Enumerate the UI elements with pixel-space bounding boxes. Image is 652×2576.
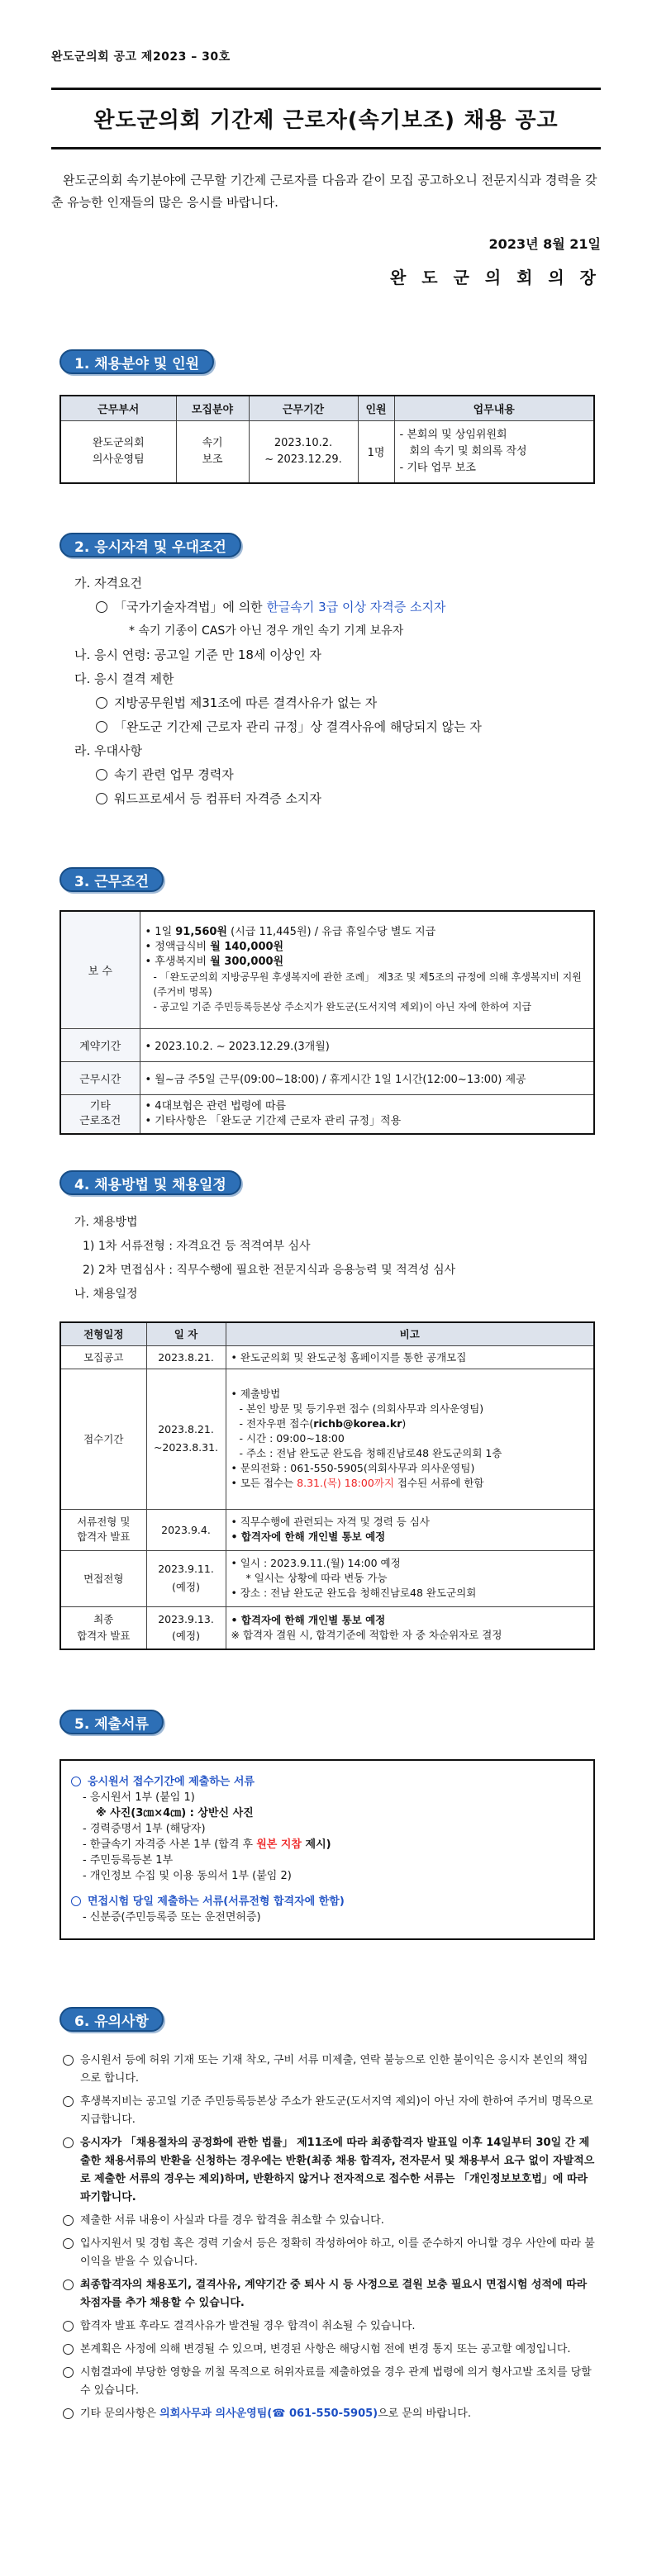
section-title: 4. 채용방법 및 채용일정 (59, 1170, 241, 1195)
circle-bullet-icon (63, 2279, 74, 2290)
table-row (60, 1606, 594, 1649)
list-heading: 나. 응시 연령: 공고일 기준 만 18세 이상인 자 (74, 648, 321, 662)
notice-item (63, 2134, 597, 2207)
list-item (74, 763, 603, 787)
pay-amount: 91,560원 (175, 926, 227, 939)
date-text: (예정) (172, 1629, 200, 1642)
cell-text: ~ 2023.12.29. (264, 453, 342, 466)
note-text: - 본인 방문 및 등기우편 접수 (의회사무과 의사운영팀) (239, 1402, 484, 1415)
notice-list (63, 2052, 597, 2428)
doc-item (71, 1837, 585, 1853)
notice-item (63, 2317, 597, 2336)
contact-text: 의회사무과 의사운영팀(☎ 061-550-5905) (159, 2408, 378, 2420)
date-cell: 2023.8.21. (146, 1345, 226, 1369)
stage-text: 서류전형 및 (77, 1516, 131, 1528)
row-label (60, 1094, 140, 1134)
stage-cell: 모집공고 (60, 1345, 146, 1369)
label-text: 기타 (89, 1099, 111, 1112)
note-text: • 직무수행에 관련되는 자격 및 경력 등 심사 (231, 1516, 430, 1528)
label-text: 근로조건 (79, 1114, 121, 1127)
section-title: 3. 근무조건 (59, 867, 164, 892)
section-3-header (59, 867, 164, 892)
note-cell (226, 1509, 594, 1550)
doc-item: - 응시원서 1부 (붙임 1) (83, 1791, 195, 1804)
list-item (74, 691, 603, 715)
list-item (74, 595, 603, 619)
doc-item: ※ 사진(3㎝×4㎝) : 상반신 사진 (96, 1807, 254, 1819)
note-text: 접수된 서류에 한함 (393, 1477, 484, 1489)
list-item: 2) 2차 면접심사 : 직무수행에 필요한 전문지식과 응용능력 및 적격성 심사 (83, 1264, 456, 1277)
notice-item (63, 2341, 597, 2359)
circle-bullet-icon (96, 721, 107, 733)
section-title: 5. 제출서류 (59, 1710, 164, 1734)
recruitment-table (59, 395, 595, 484)
list-item: 1) 1차 서류전형 : 자격요건 등 적격여부 심사 (83, 1240, 311, 1253)
pay-text: • 후생복지비 (145, 956, 211, 969)
section-5-header (59, 1710, 164, 1734)
pay-line (145, 940, 589, 955)
list-heading: 가. 자격요건 (74, 576, 142, 591)
date-text: (예정) (172, 1581, 200, 1593)
circle-bullet-icon (96, 769, 107, 780)
table-header: 전형일정 (60, 1322, 146, 1345)
section-1-header (59, 349, 214, 374)
pay-text: (시급 11,445원) / 유급 휴일수당 별도 지급 (227, 926, 436, 939)
doc-number: 완도군의회 공고 제2023 – 30호 (51, 50, 231, 64)
list-note: * 속기 기종이 CAS가 아닌 경우 개인 속기 기계 보유자 (129, 624, 404, 638)
table-cell (394, 420, 594, 483)
stage-cell (60, 1606, 146, 1649)
cell-text: 완도군의회 (92, 436, 145, 449)
section-2-header (59, 533, 241, 557)
documents-box (59, 1759, 595, 1940)
note-text: • 합격자에 한해 개인별 통보 예정 (231, 1530, 386, 1543)
doc-group-heading (71, 1774, 585, 1790)
notice-item (63, 2093, 597, 2129)
pay-note: - 「완도군의회 지방공무원 후생복지에 관한 조례」 제3조 및 제5조의 규정에 의해 후생복지비 지원(주거비 명목) (153, 971, 582, 999)
circle-bullet-icon (71, 1896, 81, 1906)
notice-item (63, 2276, 597, 2313)
stage-text: 합격자 발표 (77, 1629, 131, 1642)
cell-text: 회의 속기 및 회의록 작성 (409, 444, 527, 458)
notice-text: 시험결과에 부당한 영향을 끼칠 목적으로 허위자료를 제출하였을 경우 관계 법령에 의거 형사고발 조치를 당할 수 있습니다. (80, 2366, 592, 2397)
table-cell: • 월~금 주5일 근무(09:00~18:00) / 휴게시간 1일 1시간(12:00~13:00) 제공 (140, 1061, 594, 1094)
circle-bullet-icon (63, 2055, 74, 2066)
list-heading: 가. 채용방법 (74, 1216, 138, 1229)
pay-note: - 공고일 기준 주민등록등본상 주소지가 완도군(도서지역 제외)이 아닌 자에 한하여 지급 (153, 1001, 532, 1013)
stage-cell: 접수기간 (60, 1369, 146, 1509)
note-text (231, 1416, 589, 1431)
row-label: 근무시간 (60, 1061, 140, 1094)
notice-text: 응시자가 「채용절차의 공정화에 관한 법률」 제11조에 따라 최종합격자 발표일 이후 14일부터 30일 간 제출한 채용서류의 반환을 신청하는 경우에는 반환(최종 채용 합격자, 전자문서 및 채용부서 요구 없이 자발적으로 제출한 서류의 경우는 제외)하며, 반환하지 않거나 전자적으로 접수한 서류는 「개인정보보호법」에 따라 파기합니다. (80, 2137, 595, 2204)
notice-item (63, 2405, 597, 2423)
table-row (60, 1061, 594, 1094)
table-row (60, 1509, 594, 1550)
group-text: 응시원서 접수기간에 제출하는 서류 (88, 1776, 255, 1788)
schedule-table (59, 1321, 595, 1650)
cell-text: 의사운영팀 (92, 453, 145, 466)
table-row (60, 1550, 594, 1606)
intro-text: 완도군의회 속기분야에 근무할 기간제 근로자를 다음과 같이 모집 공고하오니 전문지식과 경력을 갖춘 유능한 인재들의 많은 응시를 바랍니다. (51, 173, 597, 210)
list-item (74, 715, 603, 739)
section-title: 6. 유의사항 (59, 2007, 164, 2032)
stage-cell (60, 1509, 146, 1550)
cell-text: - 기타 업무 보조 (399, 461, 476, 474)
table-cell (60, 420, 176, 483)
notice-text: 으로 문의 바랍니다. (378, 2408, 471, 2420)
notice-text: 기타 문의사항은 (80, 2408, 160, 2420)
highlight-text: 한글속기 3급 이상 자격증 소지자 (266, 600, 446, 614)
circle-bullet-icon (63, 2215, 74, 2226)
pay-text: • 정액급식비 (145, 941, 211, 954)
note-text: • 일시 : 2023.9.11.(월) 14:00 예정 (231, 1557, 401, 1569)
table-header: 근무부서 (60, 396, 176, 420)
doc-text: 제시) (301, 1838, 331, 1851)
table-cell (140, 1094, 594, 1134)
cell-text: • 기타사항은 「완도군 기간제 근로자 관리 규정」적용 (145, 1114, 402, 1127)
section-title: 1. 채용분야 및 인원 (59, 349, 214, 374)
list-item (74, 787, 603, 811)
item-text: 「국가기술자격법」에 의한 (114, 600, 267, 614)
table-header: 비고 (226, 1322, 594, 1345)
notice-text: 합격자 발표 후라도 결격사유가 발견될 경우 합격이 취소될 수 있습니다. (80, 2320, 416, 2332)
date-cell: 2023.9.4. (146, 1509, 226, 1550)
doc-group-heading (71, 1894, 585, 1909)
note-text: ※ 합격자 결원 시, 합격기준에 적합한 자 중 차순위자로 결정 (231, 1628, 502, 1641)
pay-line (145, 925, 589, 940)
page-title: 완도군의회 기간제 근로자(속기보조) 채용 공고 (51, 88, 601, 149)
stage-text: 합격자 발표 (77, 1530, 131, 1543)
cell-text: - 본회의 및 상임위원회 (399, 428, 507, 441)
note-text: - 전자우편 접수( (239, 1417, 314, 1430)
list-heading: 다. 응시 결격 제한 (74, 671, 174, 686)
notice-text: 제출한 서류 내용이 사실과 다를 경우 합격을 취소할 수 있습니다. (80, 2214, 384, 2227)
circle-bullet-icon (63, 2408, 74, 2419)
table-header: 업무내용 (394, 396, 594, 420)
table-row (60, 1094, 594, 1134)
pay-amount: 월 140,000원 (210, 941, 284, 954)
section-title: 2. 응시자격 및 우대조건 (59, 533, 241, 557)
circle-bullet-icon (63, 2321, 74, 2332)
table-header-row (60, 396, 594, 420)
date-text: 2023.8.21. (158, 1423, 214, 1435)
table-row (60, 1369, 594, 1509)
doc-item: - 경력증명서 1부 (해당자) (83, 1823, 206, 1835)
item-text: 「완도군 기간제 근로자 관리 규정」상 결격사유에 해당되지 않는 자 (114, 719, 482, 734)
notice-item (63, 2235, 597, 2271)
row-label: 보 수 (60, 911, 140, 1028)
circle-bullet-icon (63, 2344, 74, 2355)
announcement-date: 2023년 8월 21일 (488, 236, 601, 252)
cell-text: 보조 (202, 453, 223, 466)
notice-text: 응시원서 등에 허위 기재 또는 기재 착오, 구비 서류 미제출, 연락 불능으로 인한 불이익은 응시자 본인의 책임으로 합니다. (80, 2054, 588, 2085)
note-text (231, 1476, 589, 1491)
table-header: 근무기간 (249, 396, 358, 420)
table-cell (176, 420, 249, 483)
deadline-text: 8.31.(목) 18:00까지 (297, 1477, 394, 1489)
circle-bullet-icon (63, 2367, 74, 2378)
table-row (60, 1028, 594, 1061)
notice-text: 본계획은 사정에 의해 변경될 수 있으며, 변경된 사항은 해당시험 전에 변경 통지 또는 공고할 예정입니다. (80, 2343, 571, 2355)
row-label: 계약기간 (60, 1028, 140, 1061)
pay-amount: 월 300,000원 (210, 956, 284, 969)
note-cell (226, 1606, 594, 1649)
notice-item (63, 2052, 597, 2088)
item-text: 워드프로세서 등 컴퓨터 자격증 소지자 (114, 791, 321, 806)
note-text: • 문의전화 : 061-550-5905(의회사무과 의사운영팀) (231, 1462, 475, 1474)
group-text: 면접시험 당일 제출하는 서류(서류전형 합격자에 한함) (88, 1895, 345, 1908)
notice-item (63, 2364, 597, 2400)
note-text: - 주소 : 전남 완도군 완도읍 청해진남로48 완도군의회 1층 (239, 1447, 502, 1459)
date-cell (146, 1606, 226, 1649)
note-text: • 장소 : 전남 완도군 완도읍 청해진남로48 완도군의회 (231, 1587, 477, 1599)
note-text: * 일시는 상황에 따라 변동 가능 (245, 1572, 388, 1584)
circle-bullet-icon (96, 601, 107, 613)
list-heading: 라. 우대사항 (74, 743, 142, 758)
recruitment-table-wrap (59, 395, 595, 484)
email-text: richb@korea.kr (313, 1417, 402, 1430)
pay-text: • 1일 (145, 926, 176, 939)
doc-item: - 주민등록등본 1부 (83, 1854, 174, 1867)
cell-text: 2023.10.2. (274, 436, 333, 449)
section-6-header (59, 2007, 164, 2032)
circle-bullet-icon (96, 793, 107, 804)
notice-text: 입사지원서 및 경험 혹은 경력 기술서 등은 정확히 작성하여야 하고, 이를 준수하지 아니할 경우 사안에 따라 불이익을 받을 수 있습니다. (80, 2237, 595, 2268)
cell-text: • 4대보험은 관련 법령에 따름 (145, 1099, 287, 1112)
stage-text: 최종 (93, 1612, 114, 1625)
note-text: • 제출방법 (231, 1388, 281, 1400)
table-row (60, 1345, 594, 1369)
date-text: ~2023.8.31. (153, 1441, 219, 1454)
note-cell (226, 1550, 594, 1606)
circle-bullet-icon (63, 2238, 74, 2249)
stage-cell: 면접전형 (60, 1550, 146, 1606)
item-text: 속기 관련 업무 경력자 (114, 767, 234, 782)
conditions-table (59, 910, 595, 1135)
note-text: - 시간 : 09:00~18:00 (239, 1432, 345, 1445)
pay-line (145, 955, 589, 970)
original-note: 원본 지참 (256, 1838, 302, 1851)
circle-bullet-icon (63, 2137, 74, 2148)
table-row (60, 911, 594, 1028)
schedule-table-wrap (59, 1321, 595, 1650)
table-header: 일 자 (146, 1322, 226, 1345)
note-cell (226, 1369, 594, 1509)
note-text: • 모든 접수는 (231, 1477, 297, 1489)
notice-text: 최종합격자의 채용포기, 결격사유, 계약기간 중 퇴사 시 등 사정으로 결원 보충 필요시 면접시험 성적에 따라 차점자를 추가 채용할 수 있습니다. (80, 2279, 588, 2309)
date-text: 2023.9.11. (158, 1563, 214, 1575)
section-4-header (59, 1170, 241, 1195)
method-list (74, 1211, 610, 1307)
doc-text: - 한글속기 자격증 사본 1부 (합격 후 (83, 1838, 257, 1851)
table-row (60, 420, 594, 483)
list-heading: 나. 채용일정 (74, 1288, 138, 1301)
circle-bullet-icon (63, 2096, 74, 2107)
issuer-name: 완 도 군 의 회 의 장 (389, 268, 601, 287)
note-text: • 합격자에 한해 개인별 통보 예정 (231, 1613, 386, 1626)
conditions-table-wrap (59, 910, 595, 1135)
table-cell: 1명 (358, 420, 394, 483)
table-cell (249, 420, 358, 483)
table-header-row (60, 1322, 594, 1345)
table-header: 모집분야 (176, 396, 249, 420)
circle-bullet-icon (71, 1777, 81, 1786)
date-text: 2023.9.13. (158, 1612, 214, 1625)
doc-item: - 개인정보 수집 및 이용 동의서 1부 (붙임 2) (83, 1870, 292, 1882)
circle-bullet-icon (96, 697, 107, 709)
date-cell (146, 1550, 226, 1606)
notice-text (80, 2405, 471, 2423)
doc-item: - 신분증(주민등록증 또는 운전면허증) (83, 1911, 261, 1924)
qualification-list (74, 572, 603, 811)
date-cell (146, 1369, 226, 1509)
cell-text: 속기 (202, 436, 223, 449)
item-text: 지방공무원법 제31조에 따른 결격사유가 없는 자 (114, 695, 378, 710)
note-cell: • 완도군의회 및 완도군청 홈페이지를 통한 공개모집 (226, 1345, 594, 1369)
note-text: ) (402, 1417, 407, 1430)
table-header: 인원 (358, 396, 394, 420)
notice-item (63, 2212, 597, 2230)
table-cell: • 2023.10.2. ~ 2023.12.29.(3개월) (140, 1028, 594, 1061)
table-cell (140, 911, 594, 1028)
notice-text: 후생복지비는 공고일 기준 주민등록등본상 주소가 완도군(도서지역 제외)이 아닌 자에 한하여 주거비 명목으로 지급합니다. (80, 2095, 593, 2126)
